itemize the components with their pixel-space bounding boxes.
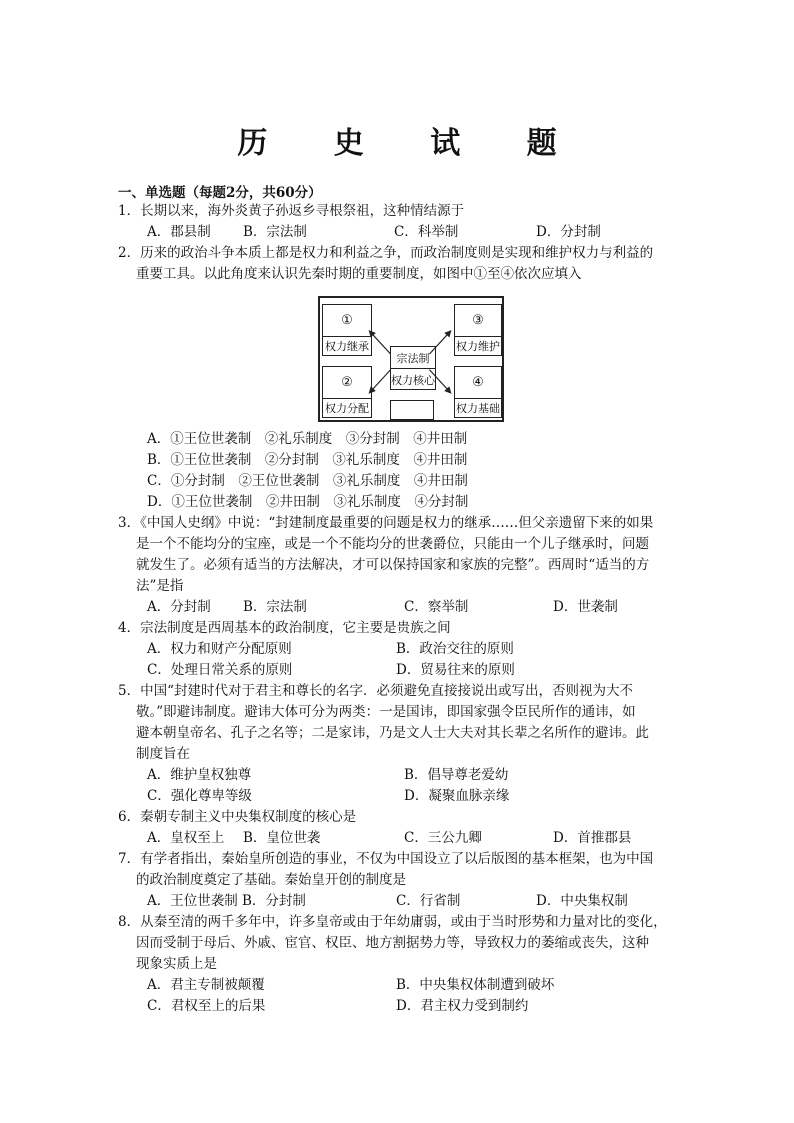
box-3-label: 权力维护	[456, 339, 500, 353]
q8-option-c: C．君权至上的后果	[147, 998, 266, 1014]
box-1-label: 权力继承	[325, 339, 369, 353]
q8-option-b: B．中央集权体制遭到破坏	[396, 977, 555, 993]
q7-option-d: D．中央集权制	[536, 893, 628, 909]
q2-option-b: B．①王位世袭制 ②分封制 ③礼乐制度 ④井田制	[147, 452, 468, 468]
question-2-line-1: 2．历来的政治斗争本质上都是权力和利益之争，而政治制度则是实现和维护权力与利益的	[118, 245, 654, 261]
q5-option-c: C．强化尊卑等级	[147, 788, 252, 804]
question-6: 6．秦朝专制主义中央集权制度的核心是	[118, 809, 357, 825]
question-3-line-4: 法”是指	[136, 578, 184, 594]
q4-option-a: A．权力和财产分配原则	[147, 641, 292, 657]
q3-option-a: A．分封制	[147, 599, 211, 615]
q6-option-b: B．皇位世袭	[243, 830, 321, 846]
q1-option-d: D．分封制	[536, 224, 601, 240]
q6-option-a: A．皇权至上	[147, 830, 225, 846]
q2-option-a: A．①王位世袭制 ②礼乐制度 ③分封制 ④井田制	[147, 431, 468, 447]
box-1-number: ①	[323, 305, 371, 337]
question-3-line-1: 3．《中国人史纲》中说：“封建制度最重要的问题是权力的继承……但父亲遗留下来的如果	[118, 515, 654, 531]
q6-option-c: C．三公九卿	[404, 830, 482, 846]
q4-option-d: D．贸易往来的原则	[396, 662, 515, 678]
question-8-line-3: 现象实质上是	[136, 956, 217, 972]
diagram-box-4	[454, 366, 502, 418]
power-structure-diagram	[318, 296, 504, 422]
center-bottom-label: 权力核心	[391, 373, 435, 387]
question-5-line-3: 避本朝皇帝名、孔子之名等；二是家讳，乃是文人士大夫对其长辈之名所作的避讳。此	[136, 725, 649, 741]
diagram-box-2	[322, 366, 372, 418]
question-5-line-4: 制度旨在	[136, 746, 190, 762]
q2-option-d: D．①王位世袭制 ②井田制 ③礼乐制度 ④分封制	[147, 494, 469, 510]
diagram-box-1	[322, 304, 372, 356]
page-title: 历 史 试 题	[237, 126, 585, 161]
q3-option-b: B．宗法制	[243, 599, 307, 615]
question-3-line-2: 是一个不能均分的宝座，或是一个不能均分的世袭爵位，只能由一个儿子继承时，问题	[136, 536, 649, 552]
q1-option-a: A．郡县制	[147, 224, 211, 240]
box-2-number: ②	[323, 367, 371, 399]
q7-option-c: C．行省制	[396, 893, 461, 909]
question-2-line-2: 重要工具。以此角度来认识先秦时期的重要制度，如图中①至④依次应填入	[136, 266, 582, 282]
q3-option-d: D．世袭制	[553, 599, 618, 615]
question-1: 1．长期以来，海外炎黄子孙返乡寻根祭祖，这种情结源于	[118, 203, 465, 219]
diagram-center-box	[390, 346, 436, 390]
question-5-line-1: 5．中国“封建时代对于君主和尊长的名字．必须避免直接接说出或写出，否则视为大不	[118, 683, 633, 699]
q4-option-b: B．政治交往的原则	[396, 641, 514, 657]
center-top-label: 宗法制	[391, 347, 435, 369]
q3-option-c: C．察举制	[404, 599, 469, 615]
question-7-line-1: 7．有学者指出，秦始皇所创造的事业，不仅为中国设立了以后版图的基本框架，也为中国	[118, 851, 654, 867]
q5-option-a: A．维护皇权独尊	[147, 767, 252, 783]
section-heading: 一、单选题（每题2分，共60分）	[118, 185, 322, 201]
question-7-line-2: 的政治制度奠定了基础。秦始皇开创的制度是	[136, 872, 406, 888]
q7-option-b: B．分封制	[242, 893, 306, 909]
q5-option-d: D．凝聚血脉亲缘	[404, 788, 510, 804]
q2-option-c: C．①分封制 ②王位世袭制 ③礼乐制度 ④井田制	[147, 473, 468, 489]
diagram-box-3	[454, 304, 502, 356]
q1-option-c: C．科举制	[394, 224, 459, 240]
question-3-line-3: 就发生了。必须有适当的方法解决，才可以保持国家和家族的完整”。西周时“适当的方	[136, 557, 650, 573]
question-4: 4．宗法制度是西周基本的政治制度，它主要是贵族之间	[118, 620, 451, 636]
q5-option-b: B．倡导尊老爱幼	[404, 767, 509, 783]
diagram-blank-box	[390, 400, 434, 420]
question-8-line-1: 8．从秦至清的两千多年中，许多皇帝或由于年幼庸弱，或由于当时形势和力量对比的变化，	[118, 914, 667, 930]
box-2-label: 权力分配	[325, 401, 369, 415]
q8-option-d: D．君主权力受到制约	[396, 998, 529, 1014]
q7-option-a: A．王位世袭制	[147, 893, 238, 909]
q8-option-a: A．君主专制被颠覆	[147, 977, 265, 993]
box-4-number: ④	[455, 367, 501, 399]
question-8-line-2: 因而受制于母后、外戚、宦官、权臣、地方割据势力等，导致权力的萎缩或丧失，这种	[136, 935, 649, 951]
q6-option-d: D．首推郡县	[553, 830, 632, 846]
box-4-label: 权力基础	[456, 401, 500, 415]
box-3-number: ③	[455, 305, 501, 337]
q4-option-c: C．处理日常关系的原则	[147, 662, 293, 678]
question-5-line-2: 敬。”即避讳制度。避讳大体可分为两类：一是国讳，即国家强令臣民所作的通讳，如	[136, 704, 636, 720]
q1-option-b: B．宗法制	[243, 224, 307, 240]
